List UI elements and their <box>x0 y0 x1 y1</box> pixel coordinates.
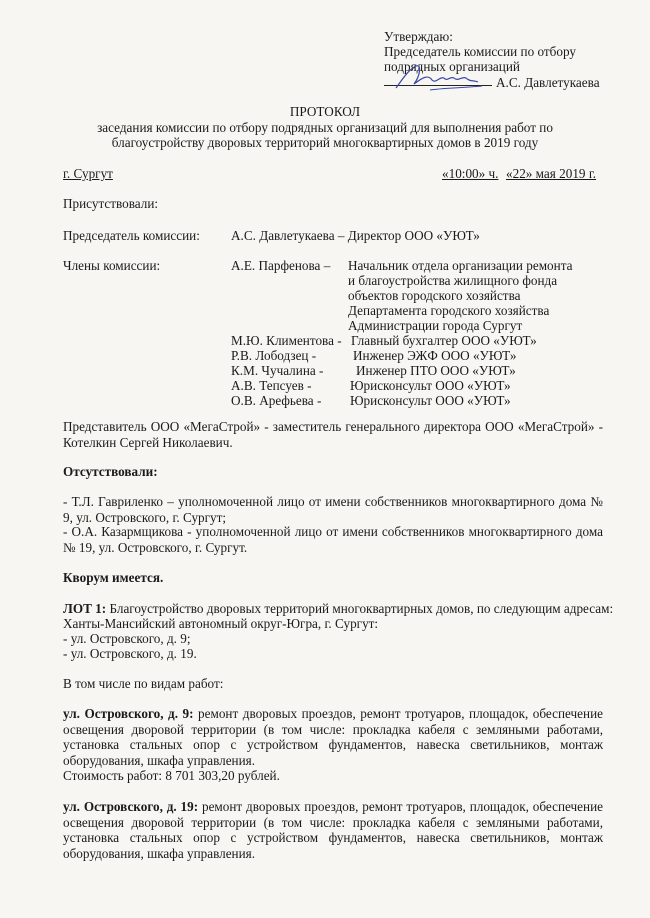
approve-label: Утверждаю: <box>384 29 453 44</box>
lot-text: Благоустройство дворовых территорий многоквартирных домов, по следующим адресам: <box>109 601 614 616</box>
lot-line <box>63 601 613 617</box>
absent-item: - Т.Л. Гавриленко – уполномоченной лицо от имени собственников многоквартирного дома № 9, ул. Островского, г. Сургут; <box>63 494 603 525</box>
doc-subtitle-line2: благоустройству дворовых территорий многоквартирных домов в 2019 году <box>111 135 539 150</box>
work-address: ул. Островского, д. 9: <box>63 706 194 721</box>
member-name: О.В. Арефьева - <box>231 393 322 408</box>
work-types-label: В том числе по видам работ: <box>63 676 224 691</box>
member-role: Департамента городского хозяйства <box>348 303 550 318</box>
work-item-2 <box>63 799 603 861</box>
member-role: объектов городского хозяйства <box>348 288 521 303</box>
meeting-time: «10:00» ч. <box>442 166 499 181</box>
work-address: ул. Островского, д. 19: <box>63 799 199 814</box>
work-description: ремонт дворовых проездов, ремонт тротуаров, площадок, обеспечение освещения дворовой территории (в том числе: прокладка кабеля с земляными работами, установка стальных опор с устройством фундаментов, навеска светильников, монтаж оборудования, шкафа управления. <box>63 706 604 768</box>
doc-subtitle-line1: заседания комиссии по отбору подрядных организаций для выполнения работ по <box>97 120 553 135</box>
chair-value: А.С. Давлетукаева – Директор ООО «УЮТ» <box>231 228 480 243</box>
work-cost: Стоимость работ: 8 701 303,20 рублей. <box>63 768 280 783</box>
doc-title: ПРОТОКОЛ <box>289 104 361 119</box>
lot-label: ЛОТ 1: <box>63 601 107 616</box>
member-role: Инженер ЭЖФ ООО «УЮТ» <box>353 348 517 363</box>
approve-signer: А.С. Давлетукаева <box>496 75 600 90</box>
lot-region: Ханты-Мансийский автономный округ-Югра, г. Сургут: <box>63 616 379 631</box>
member-role: Начальник отдела организации ремонта <box>348 258 573 273</box>
approve-chair-line2: подрядных организаций <box>384 59 520 74</box>
member-role: Инженер ПТО ООО «УЮТ» <box>356 363 516 378</box>
approve-chair-line1: Председатель комиссии по отбору <box>384 44 576 59</box>
meeting-date: «22» мая 2019 г. <box>506 166 597 181</box>
member-name: Р.В. Лободзец - <box>231 348 317 363</box>
member-role: Юрисконсульт ООО «УЮТ» <box>350 378 511 393</box>
member-role: Администрации города Сургут <box>348 318 523 333</box>
representative-text: Представитель ООО «МегаСтрой» - заместитель генерального директора ООО «МегаСтрой» - Котелкин Сергей Николаевич. <box>63 419 603 450</box>
member-name: М.Ю. Климентова - <box>231 333 342 348</box>
work-item-1 <box>63 706 603 768</box>
member-name: А.Е. Парфенова – <box>231 258 331 273</box>
member-name: А.В. Тепсуев - <box>231 378 312 393</box>
signature-icon <box>392 58 487 96</box>
members-label: Члены комиссии: <box>63 258 161 273</box>
lot-address: - ул. Островского, д. 9; <box>63 631 191 646</box>
present-label: Присутствовали: <box>63 196 159 211</box>
member-role: и благоустройства жилищного фонда <box>348 273 558 288</box>
absent-item: - О.А. Казармщикова - уполномоченной лицо от имени собственников многоквартирного дома № 19, ул. Островского, г. Сургут. <box>63 524 603 555</box>
member-role: Главный бухгалтер ООО «УЮТ» <box>351 333 537 348</box>
quorum-text: Кворум имеется. <box>63 570 164 585</box>
member-role: Юрисконсульт ООО «УЮТ» <box>350 393 511 408</box>
member-name: К.М. Чучалина - <box>231 363 324 378</box>
lot-address: - ул. Островского, д. 19. <box>63 646 197 661</box>
work-description: ремонт дворовых проездов, ремонт тротуаров, площадок, обеспечение освещения дворовой территории (в том числе: прокладка кабеля с земляными работами, установка стальных опор с устройством фундаментов, навеска светильников, монтаж оборудования, шкафа управления. <box>63 799 603 861</box>
meeting-place: г. Сургут <box>63 166 113 181</box>
chair-label: Председатель комиссии: <box>63 228 200 243</box>
absent-label: Отсутствовали: <box>63 464 158 479</box>
